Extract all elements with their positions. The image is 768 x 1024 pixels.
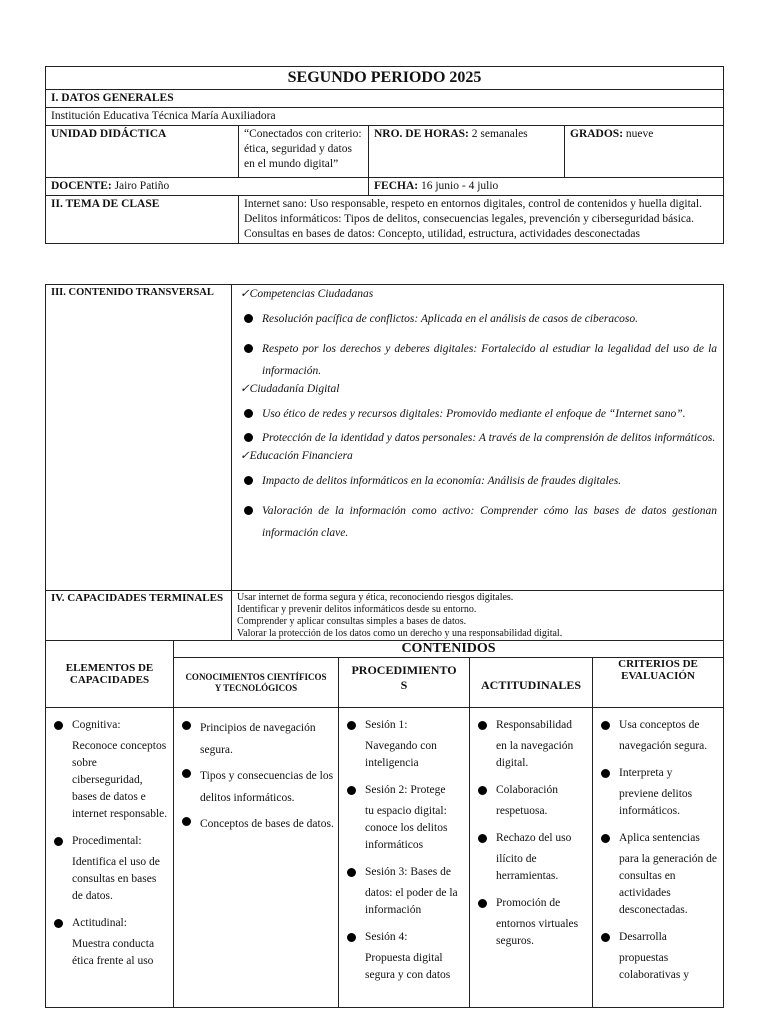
teacher-label: DOCENTE: [51,180,112,192]
capacity-line: Comprender y aplicar consultas simples a bases de datos. [237,616,467,627]
criteria-head: Desarrolla [619,931,667,943]
capacity-line: Usar internet de forma segura y ética, reconociendo riesgos digitales. [237,592,514,603]
topic-label: II. TEMA DE CLASE [46,196,239,244]
procedure-desc: datos: el poder de la información [365,887,458,916]
general-heading: I. DATOS GENERALES [46,90,724,108]
attitude-desc: entornos virtuales seguros. [496,918,579,947]
grades-value: nueve [625,128,654,140]
procedure-desc: tu espacio digital: conoce los delitos informáticos [365,805,448,851]
procedure-head: Sesión 3: Bases de [365,866,451,878]
transversal-label: III. CONTENIDO TRANSVERSAL [46,285,232,591]
list-item [50,717,169,823]
element-head: Cognitiva: [72,719,121,731]
list-item [597,929,719,984]
transversal-item: Uso ético de redes y recursos digitales: Promovido mediante el enfoque de “Internet sano”. [240,403,717,425]
procedure-head: Sesión 2: Protege [365,784,446,796]
criteria-desc: navegación segura. [619,740,708,752]
element-desc: Reconoce conceptos sobre ciberseguridad, bases de datos e internet responsable. [72,740,168,820]
topic-line: Internet sano: Uso responsable, respeto en entornos digitales, control de contenidos y huella digital. [244,198,702,210]
criteria-desc: previene delitos informáticos. [619,788,693,817]
list-item [343,929,465,984]
hours-value: 2 semanales [471,128,528,140]
teacher-cell [46,178,369,196]
list-item [474,717,588,772]
procedure-desc: Navegando con inteligencia [365,740,437,769]
list-item: Conceptos de bases de datos. [178,813,334,835]
criteria-desc: propuestas colaborativas y [619,952,689,981]
transversal-item: Resolución pacífica de conflictos: Aplicada en el análisis de casos de ciberacoso. [240,308,717,330]
element-head: Actitudinal: [72,917,127,929]
topic-line: Consultas en bases de datos: Concepto, utilidad, estructura, actividades desconectadas [244,228,640,240]
hours-label: NRO. DE HORAS: [374,128,469,140]
transversal-item: Protección de la identidad y datos personales: A través de la comprensión de delitos informáticos. [240,427,717,449]
list-item [50,833,169,905]
attitude-head: Rechazo del uso [496,832,572,844]
attitude-head: Responsabilidad [496,719,573,731]
list-item [597,830,719,919]
list-item [597,717,719,755]
teacher-value: Jairo Patiño [114,180,170,192]
list-item [50,915,169,970]
date-label: FECHA: [374,180,419,192]
attitude-head: Promoción de [496,897,561,909]
list-item [597,765,719,820]
transversal-item: Impacto de delitos informáticos en la economía: Análisis de fraudes digitales. [240,470,717,492]
procedure-head: Sesión 1: [365,719,408,731]
element-desc: Identifica el uso de consultas en bases de datos. [72,856,160,902]
capacities-label: IV. CAPACIDADES TERMINALES [46,591,232,641]
criteria-desc: para la generación de consultas en actividades desconectadas. [619,853,718,916]
criteria-head: Interpreta y [619,767,673,779]
procedure-desc: Propuesta digital segura y con datos [365,952,451,981]
group-heading: ✓Ciudadanía Digital [240,383,340,395]
attitude-head: Colaboración [496,784,558,796]
institution-name: Institución Educativa Técnica María Auxiliadora [46,108,724,126]
attitude-desc: ilícito de herramientas. [496,853,559,882]
capacity-line: Identificar y prevenir delitos informáticos desde su entorno. [237,604,477,615]
list-item [474,782,588,820]
criteria-head: Aplica sentencias [619,832,700,844]
capacities-content [232,591,724,641]
topic-line: Delitos informáticos: Tipos de delitos, consecuencias legales, prevención y ciberseguridad básica. [244,213,694,225]
criteria-column [593,708,724,1008]
attitudes-column [470,708,593,1008]
unit-value: “Conectados con criterio: ética, seguridad y datos en el mundo digital” [239,126,369,178]
list-item [474,830,588,885]
list-item: Principios de navegación segura. [178,717,334,761]
criteria-head: Usa conceptos de [619,719,700,731]
list-item [343,717,465,772]
capacity-line: Valorar la protección de los datos como un derecho y una responsabilidad digital. [237,628,563,639]
group-heading: ✓Educación Financiera [240,450,353,462]
topic-content [239,196,724,244]
attitude-desc: respetuosa. [496,805,548,817]
col-knowledge-header: CONOCIMIENTOS CIENTÍFICOS Y TECNOLÓGICOS [174,658,339,708]
list-item [343,782,465,854]
list-item: Tipos y consecuencias de los delitos informáticos. [178,765,334,809]
contents-table [45,284,724,1008]
date-cell [369,178,724,196]
col-elements-header: ELEMENTOS DE CAPACIDADES [46,641,174,708]
col-procedure-header: PROCEDIMIENTO S [339,658,470,708]
element-head: Procedimental: [72,835,142,847]
grades-cell [565,126,724,178]
col-attitude-header: ACTITUDINALES [470,658,593,708]
list-item [474,895,588,950]
list-item [343,864,465,919]
grades-label: GRADOS: [570,128,624,140]
knowledge-column [174,708,339,1008]
page-title: SEGUNDO PERIODO 2025 [46,67,724,90]
transversal-item: Valoración de la información como activo: Comprender cómo las bases de datos gestionan información clave. [240,500,717,544]
general-data-table [45,66,724,244]
elements-column [46,708,174,1008]
contents-header: CONTENIDOS [174,641,724,658]
procedures-column [339,708,470,1008]
procedure-head: Sesión 4: [365,931,408,943]
date-value: 16 junio - 4 julio [420,180,499,192]
hours-cell [369,126,565,178]
group-heading: ✓Competencias Ciudadanas [240,288,374,300]
transversal-content [232,285,724,591]
transversal-item: Respeto por los derechos y deberes digitales: Fortalecido al estudiar la legalidad del uso de la información. [240,338,717,382]
element-desc: Muestra conducta ética frente al uso [72,938,155,967]
col-criteria-header: CRITERIOS DE EVALUACIÓN [593,658,724,708]
unit-label: UNIDAD DIDÁCTICA [46,126,239,178]
attitude-desc: en la navegación digital. [496,740,574,769]
